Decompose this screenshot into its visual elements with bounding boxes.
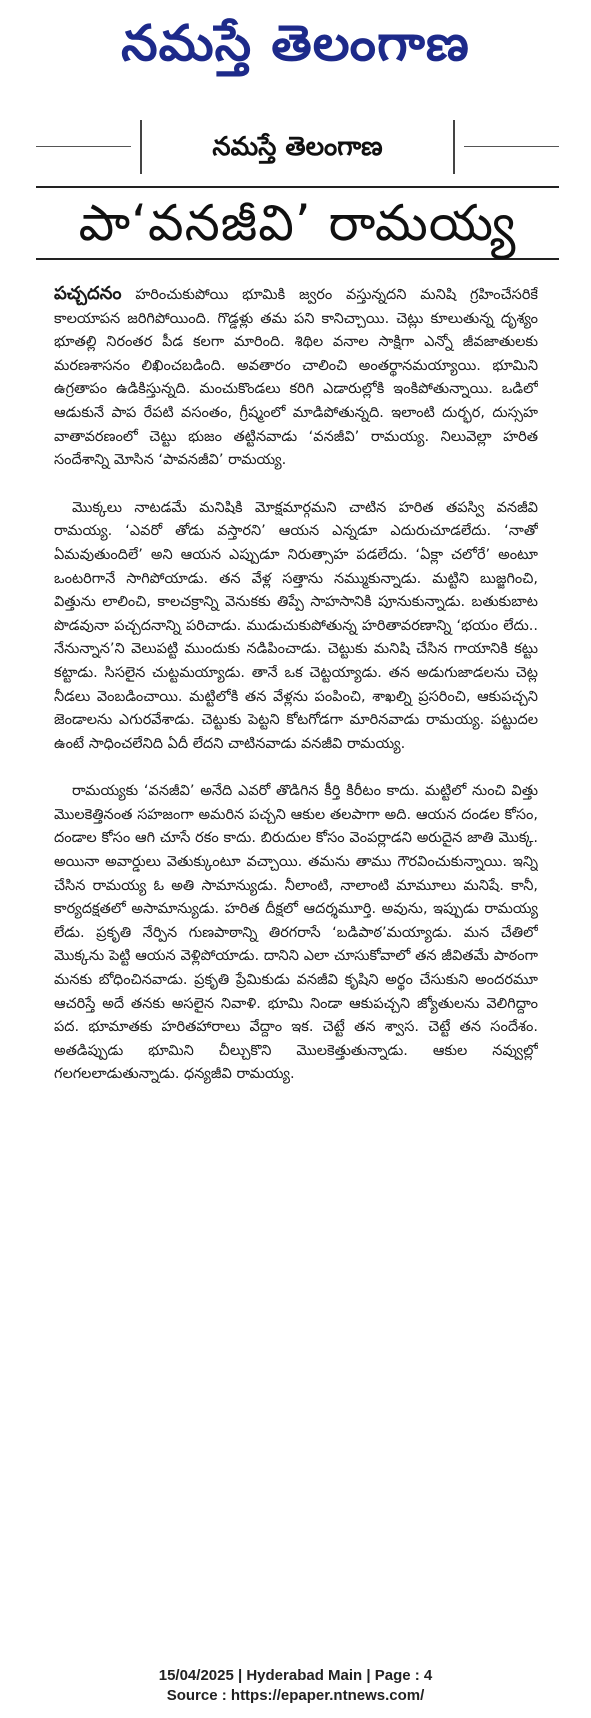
- article-paragraph-3: రామయ్యకు ‘వనజీవి’ అనేది ఎవరో తొడిగిన కీర్తి కిరీటం కాదు. మట్టిలో నుంచి విత్తు మొలకెత్తినంత సహజంగా అమరిన పచ్చని ఆకుల తలపాగా అది. ఆయన దండల కోసం, దండాల కోసం ఆగి చూసే రకం కాదు. బిరుదుల కోసం వెంపర్లాడని అరుదైన జాతి మొక్క. అయినా అవార్డులు వెతుక్కుంటూ వచ్చాయి. తమను తాము గౌరవించుకున్నాయి. ఇన్ని చేసిన రామయ్య ఓ అతి సామాన్యుడు. నీలాంటి, నాలాంటి మామూలు మనిషే. కానీ, కార్యదక్షతలో అసామాన్యుడు. హరిత దీక్షలో ఆదర్శమూర్తి. అవును, ఇప్పుడు రామయ్య లేడు. ప్రకృతి నేర్పిన గుణపాఠాన్ని తిరగరాసే ‘బడిపాఠ’మయ్యాడు. మన చేతిలో మొక్కను పెట్టి ఆయన వెళ్లిపోయాడు. దానిని ఎలా చూసుకోవాలో తన జీవితమే పాఠంగా మనకు బోధించినవాడు. ప్రకృతి ప్రేమికుడు వనజీవి కృషిని అర్థం చేసుకుని అందరమూ ఆచరిస్తే అదే తనకు అసలైన నివాళి. భూమి నిండా ఆకుపచ్చని జ్యోతులను వెలిగిద్దాం పద. భూమాతకు హరితహారాలు వేద్దాం ఇక. చెట్టే తన శ్వాస. చెట్టే తన సందేశం. అతడిప్పుడు భూమిని చీల్చుకొని మొలకెత్తుతున్నాడు. ఆకుల నవ్వుల్లో గలగలలాడుతున్నాడు. ధన్యజీవి రామయ్య.: [54, 783, 538, 1083]
- source-footer: [0, 1666, 591, 1706]
- lead-word: పచ్చదనం: [54, 283, 122, 304]
- paragraph-1-text: హరించుకుపోయి భూమికి జ్వరం వస్తున్నదని మనిషి గ్రహించేసరికే కాలయాపన జరిగిపోయింది. గొడ్డళ్లు తమ పని కానిచ్చాయి. చెట్లు కూలుతున్న దృశ్యం భూతల్లి నిరంతర పీడ కలగా మారింది. శిథిల వనాల సాక్షిగా ఎన్నో జీవజాతులకు మరణశాసనం లిఖించబడింది. అవతారం చాలించి అంతర్థానమయ్యాయి. భూమిని ఉగ్రతాపం ఉడికిస్తున్నది. మంచుకొండలు కరిగి ఎడారుల్లోకి ఇంకిపోతున్నాయి. ఒడిలో ఆడుకునే పాప రేపటి వసంతం, గ్రీష్మంలో మాడిపోతున్నది. ఇలాంటి దుర్భర, దుస్సహ వాతావరణంలో చెట్టు భుజం తట్టినవాడు ‘వనజీవి’ రామయ్య. నిలువెల్లా హరిత సందేశాన్ని మోసిన ‘పావనజీవి’ రామయ్య.: [54, 287, 538, 469]
- masthead: [0, 8, 591, 80]
- section-bar-right: [453, 120, 455, 174]
- section-rule-left: [36, 146, 131, 147]
- footer-source-line: Source : https://epaper.ntnews.com/: [166, 1687, 425, 1704]
- section-bar-left: [140, 120, 142, 174]
- masthead-title: నమస్తే తెలంగాణ: [121, 14, 470, 73]
- article-body: [54, 282, 538, 1657]
- section-header: [36, 120, 559, 174]
- article-paragraph-2: మొక్కలు నాటడమే మనిషికి మోక్షమార్గమని చాటిన హరిత తపస్వి వనజీవి రామయ్య. ‘ఎవరో తోడు వస్తారని’ ఆయన ఎన్నడూ ఎదురుచూడలేదు. ‘నాతో ఏమవుతుందిలే’ అని ఆయన ఎప్పుడూ నిరుత్సాహ పడలేదు. ‘ఏక్లా చలోరే’ అంటూ ఒంటరిగానే సాగిపోయాడు. తన వేళ్ల సత్తాను నమ్ముకున్నాడు. మట్టిని బుజ్జగించి, విత్తును లాలించి, కాలచక్రాన్ని వెనుకకు తిప్పే సాహసానికి పూనుకున్నాడు. బతుకుబాట పొడవునా పచ్చదనాన్ని పరిచాడు. ముడుచుకుపోతున్న హరితావరణాన్ని ‘భయం లేదు.. నేనున్నాన’ని వెలుపట్టి ముందుకు నడిపించాడు. చెట్టుకు మనిషి చేసిన గాయానికి కట్టు కట్టాడు. సిసలైన చుట్టమయ్యాడు. తానే ఒక చెట్టయ్యాడు. తన అడుగుజాడలను చెట్ల నీడలు వెంబడించాయి. మట్టిలోకి తన వేళ్లను పంపించి, శాఖల్ని ప్రసరించి, ఆకుపచ్చని జెండాలను ఎగురవేశాడు. చెట్టుకు పెట్టని కోటగోడగా మారినవాడు రామయ్య. పట్టుదల ఉంటే సాధించలేనిది ఏదీ లేదని చాటినవాడు వనజీవి రామయ్య.: [54, 499, 538, 752]
- section-label: నమస్తే తెలంగాణ: [212, 132, 383, 162]
- article-paragraph-1: [54, 282, 538, 473]
- article-headline: పా‘వనజీవి’ రామయ్య: [36, 186, 559, 260]
- section-rule-right: [464, 146, 559, 147]
- footer-edition-line: 15/04/2025 | Hyderabad Main | Page : 4: [158, 1667, 433, 1684]
